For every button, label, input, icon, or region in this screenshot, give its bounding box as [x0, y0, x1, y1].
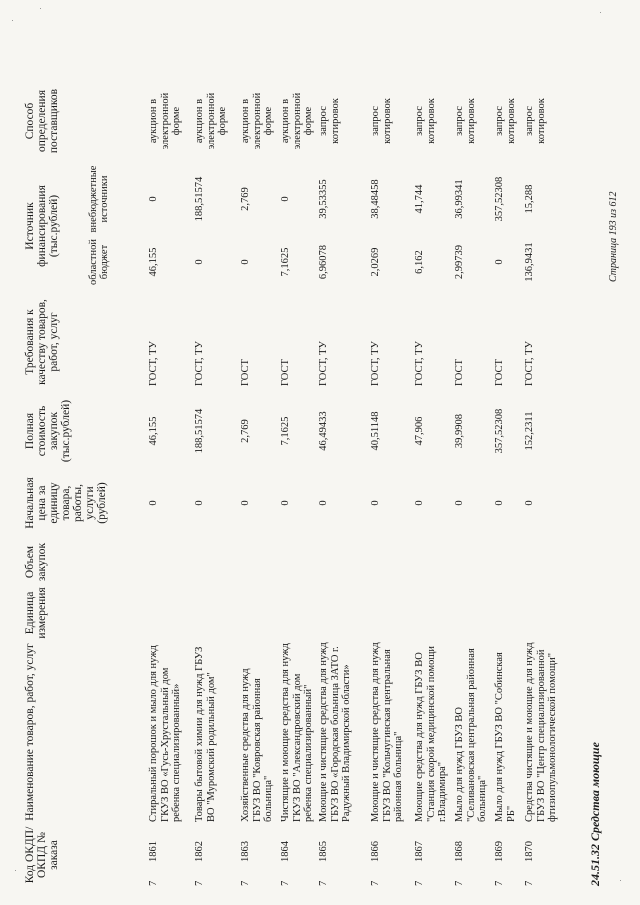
scan-speck	[600, 12, 601, 13]
row-requirements: ГОСТ	[280, 359, 291, 386]
row-external: 36,99341	[454, 179, 465, 219]
row-price: 0	[454, 500, 465, 506]
row-number: 1866	[370, 841, 381, 862]
row-total: 40,51148	[370, 411, 381, 451]
row-price: 0	[524, 500, 535, 506]
row-number: 1862	[194, 841, 205, 862]
row-name: Хозяйственные средства для нужд ГБУЗ ВО "Ковровская районная больница"	[240, 668, 274, 822]
row-requirements: ГОСТ, ТУ	[194, 341, 205, 386]
header-volume: Объем закупок	[24, 542, 48, 582]
row-name: Моющие и чистящие средства для нужд ГБУЗ ВО "Кольчугинская центральная районная больница"	[370, 642, 404, 822]
page-footer: Страница 193 из 612	[608, 191, 619, 282]
row-number: 1861	[148, 841, 159, 862]
row-external: 2,769	[240, 187, 251, 211]
row-total: 39,9908	[454, 413, 465, 449]
row-method: запрос котировок	[370, 98, 393, 144]
row-requirements: ГОСТ, ТУ	[370, 341, 381, 386]
section-heading: 24.51.32 Средства моющие	[588, 742, 602, 886]
header-funding: Источник финансирования (тыс.рублей)	[24, 185, 60, 267]
scan-speck	[40, 8, 41, 9]
scan-speck	[620, 880, 621, 881]
row-external: 38,48458	[370, 179, 381, 219]
header-method: Способ определения поставщиков	[24, 88, 60, 154]
row-name: Чистящие и моющие средства для нужд ГКУЗ ВО "Александровский дом ребенка специализированный"	[280, 643, 314, 822]
scan-speck	[15, 870, 16, 871]
row-code: 7	[194, 880, 205, 886]
row-total: 46,49433	[318, 411, 329, 451]
row-regional: 46,155	[148, 247, 159, 277]
row-regional: 2,0269	[370, 247, 381, 277]
row-regional: 6,162	[414, 250, 425, 274]
row-total: 47,906	[414, 416, 425, 446]
row-number: 1870	[524, 841, 535, 862]
row-code: 7	[494, 880, 505, 886]
row-number: 1869	[494, 841, 505, 862]
row-code: 7	[318, 880, 329, 886]
row-external: 15,288	[524, 184, 535, 214]
row-method: аукцион в электронной форме	[280, 92, 314, 150]
row-code: 7	[414, 880, 425, 886]
row-regional: 7,1625	[280, 247, 291, 277]
row-external: 39,53355	[318, 179, 329, 219]
row-name: Средства чистящие и моющие для нужд ГБУЗ ВО "Центр специализированной фтизиопульмонологической помощи"	[524, 642, 558, 822]
procurement-table	[18, 18, 618, 886]
row-requirements: ГОСТ, ТУ	[524, 341, 535, 386]
row-total: 188,51574	[194, 408, 205, 454]
row-total: 2,769	[240, 419, 251, 443]
row-number: 1865	[318, 841, 329, 862]
row-external: 0	[148, 196, 159, 202]
row-method: аукцион в электронной форме	[240, 92, 274, 150]
row-name: Мыло для нужд ГБУЗ ВО "Селивановская центральная районная больница"	[454, 648, 488, 822]
row-name: Мыло для нужд ГБУЗ ВО "Собинская РБ"	[494, 652, 517, 822]
row-method: аукцион в электронной форме	[148, 92, 182, 150]
row-regional: 0	[494, 259, 505, 265]
row-price: 0	[280, 500, 291, 506]
row-number: 1867	[414, 841, 425, 862]
row-price: 0	[494, 500, 505, 506]
row-total: 7,1625	[280, 416, 291, 446]
row-total: 357,52308	[494, 408, 505, 454]
row-price: 0	[318, 500, 329, 506]
row-code: 7	[524, 880, 535, 886]
row-code: 7	[454, 880, 465, 886]
row-total: 46,155	[148, 416, 159, 446]
row-requirements: ГОСТ, ТУ	[318, 341, 329, 386]
row-requirements: ГОСТ	[494, 359, 505, 386]
row-external: 41,744	[414, 184, 425, 214]
row-price: 0	[148, 500, 159, 506]
row-name: Товары бытовой химии для нужд ГБУЗ ВО "Муромский родильный дом"	[194, 646, 217, 822]
row-method: запрос котировок	[524, 98, 547, 144]
row-name: Моющие и чистящие средства для нужд ГБУЗ ВО «Городская больница ЗАТО г. Радужный Владимирской области»	[318, 642, 352, 822]
row-total: 152,2311	[524, 411, 535, 451]
row-method: запрос котировок	[318, 98, 341, 144]
scan-speck	[12, 20, 13, 21]
header-total: Полная стоимость закупок (тыс.рублей)	[24, 399, 72, 463]
row-name: Стиральный порошок и мыло для нужд ГКУЗ ВО «Гусь-Хрустальный дом ребенка специализированный»	[148, 645, 182, 822]
subheader-regional: областной бюджет	[88, 239, 110, 285]
header-code: Код ОКДП/ ОКПД № заказа	[24, 826, 60, 884]
row-external: 357,52308	[494, 176, 505, 222]
row-method: запрос котировок	[494, 98, 517, 144]
row-code: 7	[148, 880, 159, 886]
row-method: запрос котировок	[414, 98, 437, 144]
row-regional: 0	[194, 259, 205, 265]
row-requirements: ГОСТ, ТУ	[414, 341, 425, 386]
header-name: Наименование товаров, работ, услуг	[24, 643, 36, 821]
subheader-external: внебюджетные источники	[88, 165, 110, 233]
row-regional: 2,99739	[454, 244, 465, 280]
row-external: 188,51574	[194, 176, 205, 222]
row-requirements: ГОСТ	[454, 359, 465, 386]
row-method: запрос котировок	[454, 98, 477, 144]
row-requirements: ГОСТ, ТУ	[148, 341, 159, 386]
row-regional: 136,9431	[524, 242, 535, 282]
row-regional: 6,96078	[318, 244, 329, 280]
row-price: 0	[240, 500, 251, 506]
row-external: 0	[280, 196, 291, 202]
row-price: 0	[370, 500, 381, 506]
row-price: 0	[194, 500, 205, 506]
row-code: 7	[370, 880, 381, 886]
row-price: 0	[414, 500, 425, 506]
row-requirements: ГОСТ	[240, 359, 251, 386]
row-number: 1863	[240, 841, 251, 862]
row-number: 1868	[454, 841, 465, 862]
row-regional: 0	[240, 259, 251, 265]
row-code: 7	[280, 880, 291, 886]
row-number: 1864	[280, 841, 291, 862]
row-code: 7	[240, 880, 251, 886]
header-requirements: Требования к качеству товаров, работ, услуг	[24, 299, 60, 385]
row-name: Моющие средства для нужд ГБУЗ ВО "Станция скорой медицинской помощи г.Владимира"	[414, 645, 448, 822]
header-price: Начальная цена за единицу товара, работы, услуги (рублей)	[24, 477, 108, 529]
rotated-table-sheet	[10, 12, 628, 892]
row-method: аукцион в электронной форме	[194, 92, 228, 150]
header-unit: Единица измерения	[24, 587, 48, 639]
